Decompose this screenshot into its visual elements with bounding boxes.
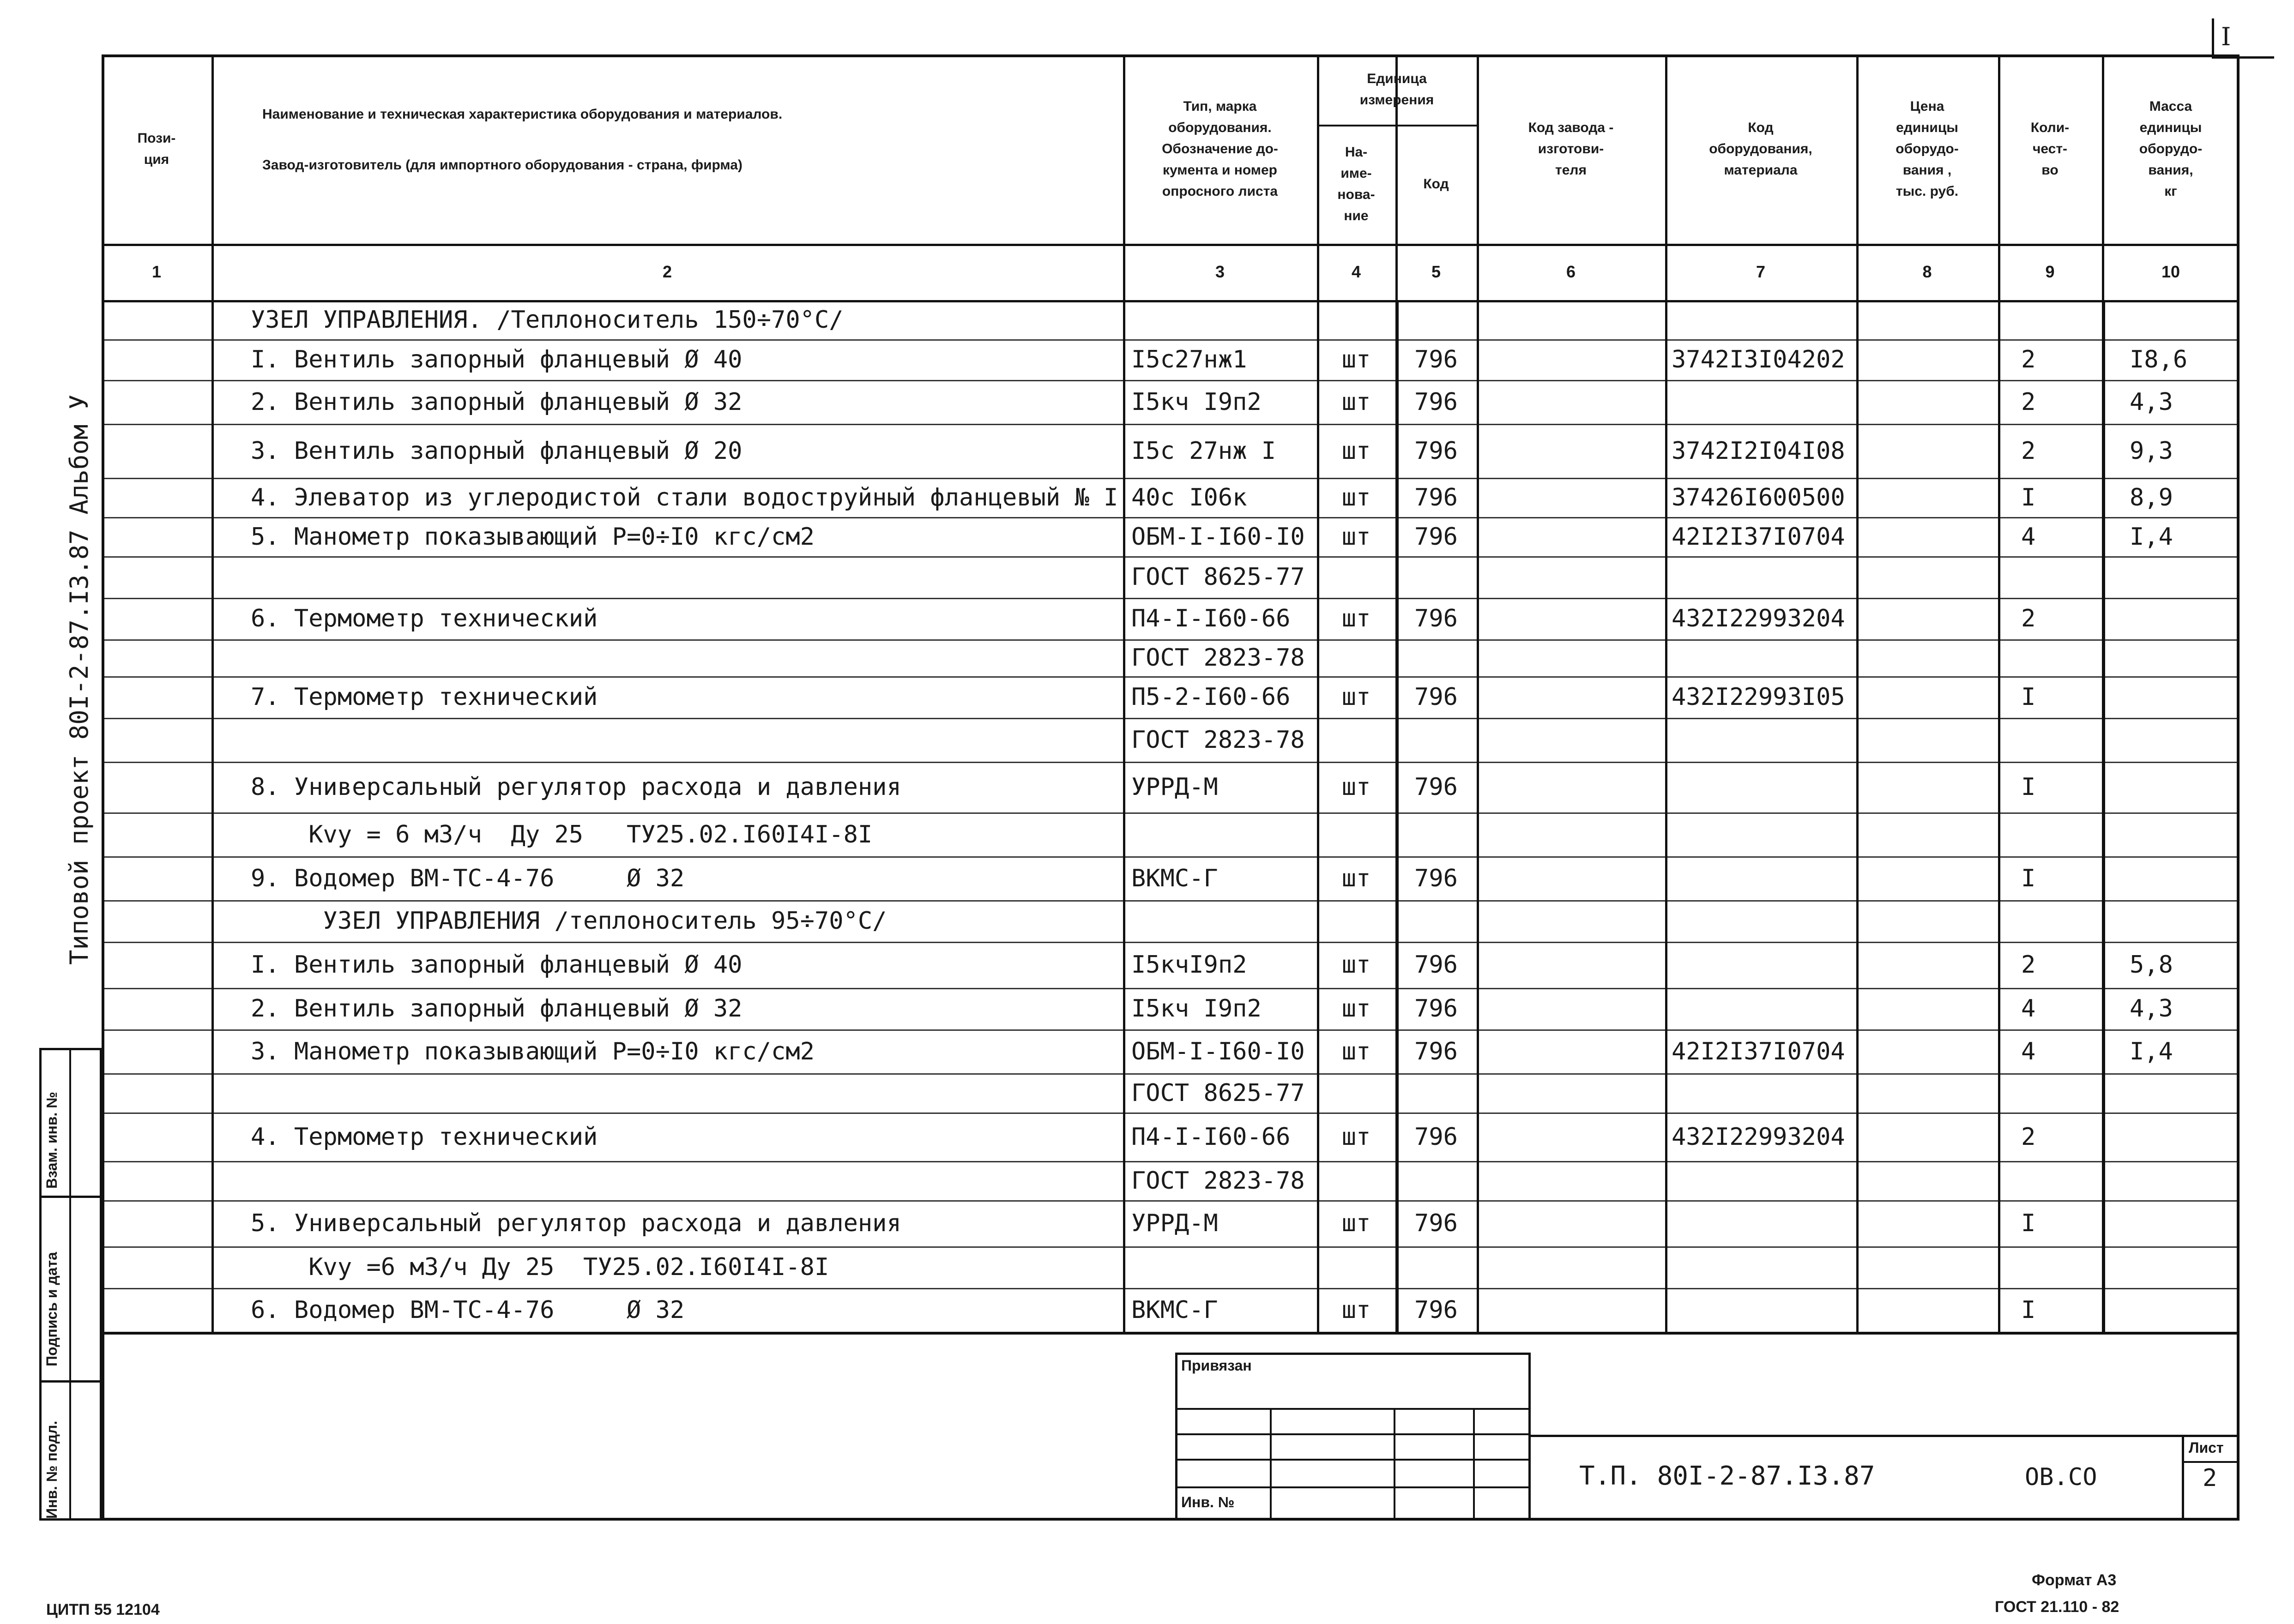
cell-code: 796 [1414,483,1458,511]
cell-type: ВКМС-Г [1131,864,1218,892]
cell-mass: 4,3 [2130,995,2173,1023]
cell-name: 8. Универсальный регулятор расхода и давления [251,773,901,801]
cell-qty: I [2021,1296,2036,1324]
inv-no-label: Инв. № [1181,1494,1235,1510]
cell-eqcode: 432I22993204 [1672,1123,1845,1151]
cell-name: Кvу = 6 м3/ч Ду 25 ТУ25.02.I60I4I-8I [251,820,873,848]
cell-type: ГОСТ 2823-78 [1131,644,1305,672]
cell-unit: шт [1341,523,1371,551]
cell-name: 9. Водомер ВМ-ТС-4-76 Ø 32 [251,864,685,892]
cell-type: ГОСТ 8625-77 [1131,563,1305,591]
cell-eqcode: 432I22993204 [1672,605,1845,632]
cell-code: 796 [1414,864,1458,892]
header-name-b: Завод-изготовитель (для импортного оборудования - страна, фирма) [262,157,743,173]
cell-type: УРРД-М [1131,773,1218,801]
cell-code: 796 [1414,1209,1458,1237]
cell-code: 796 [1414,523,1458,551]
cell-name: 7. Термометр технический [251,683,598,711]
cell-qty: I [2021,683,2036,711]
cell-unit: шт [1341,483,1371,511]
cell-type: I5кч I9п2 [1131,995,1262,1023]
cell-mass: 8,9 [2130,483,2173,511]
header-unit: Единица измерения [1359,71,1434,108]
cell-name: 6. Водомер ВМ-ТС-4-76 Ø 32 [251,1296,685,1324]
cell-type: I5с 27нж I [1131,437,1276,465]
side-caption: Типовой проект 80I-2-87.I3.87 Альбом У [65,394,94,965]
cell-code: 796 [1414,1123,1458,1151]
cell-qty: 2 [2021,605,2036,632]
cell-unit: шт [1341,346,1371,373]
stamp-inv-podl: Инв. № подл. [43,1420,60,1519]
cell-qty: I [2021,773,2036,801]
cell-name: 6. Термометр технический [251,605,598,632]
cell-unit: шт [1341,388,1371,416]
cell-name: 5. Универсальный регулятор расхода и давления [251,1209,901,1237]
cell-type: I5кч I9п2 [1131,388,1262,416]
cell-type: П4-I-I60-66 [1131,1123,1291,1151]
cell-qty: 4 [2021,995,2036,1023]
cell-name: 3. Манометр показывающий Р=0÷I0 кгс/см2 [251,1037,815,1065]
column-number: 7 [1756,262,1766,281]
sheet-label: Лист [2189,1439,2224,1456]
cell-eqcode: 3742I3I04202 [1672,346,1845,373]
cell-type: 40с I06к [1131,483,1247,511]
cell-code: 796 [1414,773,1458,801]
cell-code: 796 [1414,605,1458,632]
column-number: 2 [662,262,672,281]
cell-qty: 4 [2021,523,2036,551]
cell-qty: I [2021,1209,2036,1237]
cell-unit: шт [1341,683,1371,711]
cell-unit: шт [1341,437,1371,465]
cell-type: П5-2-I60-66 [1131,683,1291,711]
cell-name: 2. Вентиль запорный фланцевый Ø 32 [251,995,743,1023]
cell-qty: 2 [2021,388,2036,416]
header-qty: Коли- чест- во [2030,120,2070,178]
cell-unit: шт [1341,951,1371,979]
cell-code: 796 [1414,683,1458,711]
footer-format: Формат А3 [2032,1571,2117,1589]
footer-citp: ЦИТП 55 12104 [46,1601,160,1618]
header-price: Цена единицы оборудо- вания , тыс. руб. [1896,99,1959,199]
cell-code: 796 [1414,951,1458,979]
cell-mass: I,4 [2130,523,2173,551]
cell-unit: шт [1341,995,1371,1023]
cell-unit: шт [1341,773,1371,801]
cell-code: 796 [1414,346,1458,373]
cell-code: 796 [1414,995,1458,1023]
header-eq-code: Код оборудования, материала [1709,120,1812,178]
column-number: 5 [1431,262,1441,281]
cell-mass: I8,6 [2130,346,2188,373]
sheet-number: 2 [2203,1464,2217,1492]
stamp-vzam: Взам. инв. № [43,1092,60,1189]
cell-code: 796 [1414,388,1458,416]
column-number: 3 [1215,262,1225,281]
column-number: 9 [2045,262,2055,281]
cell-qty: 4 [2021,1037,2036,1065]
cell-unit: шт [1341,1296,1371,1324]
cell-name: I. Вентиль запорный фланцевый Ø 40 [251,346,743,373]
cell-type: ОБМ-I-I60-I0 [1131,1037,1305,1065]
cell-qty: I [2021,864,2036,892]
privyazan-label: Привязан [1181,1357,1252,1374]
cell-name: 2. Вентиль запорный фланцевый Ø 32 [251,388,743,416]
cell-code: 796 [1414,1037,1458,1065]
cell-qty: 2 [2021,437,2036,465]
cell-name: I. Вентиль запорный фланцевый Ø 40 [251,951,743,979]
cell-name: УЗЕЛ УПРАВЛЕНИЯ. /Теплоноситель 150÷70°С/ [251,306,844,334]
column-number: 6 [1566,262,1576,281]
cell-type: ГОСТ 2823-78 [1131,1167,1305,1195]
cell-unit: шт [1341,864,1371,892]
column-number: 1 [151,262,162,281]
cell-unit: шт [1341,1209,1371,1237]
cell-type: I5кчI9п2 [1131,951,1247,979]
cell-name: 5. Манометр показывающий Р=0÷I0 кгс/см2 [251,523,815,551]
cell-type: I5с27нж1 [1131,346,1247,373]
column-number: 8 [1922,262,1932,281]
column-number: 10 [2161,262,2180,281]
cell-type: УРРД-М [1131,1209,1218,1237]
cell-qty: 2 [2021,346,2036,373]
cell-name: 4. Элеватор из углеродистой стали водоструйный фланцевый № I [251,483,1118,511]
cell-unit: шт [1341,1037,1371,1065]
cell-type: ВКМС-Г [1131,1296,1218,1324]
cell-eqcode: 432I22993I05 [1672,683,1845,711]
cell-mass: I,4 [2130,1037,2173,1065]
cell-mass: 9,3 [2130,437,2173,465]
cell-eqcode: 37426I600500 [1672,483,1845,511]
cell-name: Кvу =6 м3/ч Ду 25 ТУ25.02.I60I4I-8I [251,1253,829,1281]
header-mfr-code: Код завода - изготови- теля [1528,120,1614,178]
cell-unit: шт [1341,605,1371,632]
cell-code: 796 [1414,1296,1458,1324]
doc-mark: ОВ.СО [2025,1463,2097,1491]
header-position: Пози- ция [137,131,176,167]
cell-type: ОБМ-I-I60-I0 [1131,523,1305,551]
cell-eqcode: 42I2I37I0704 [1672,1037,1845,1065]
stamp-podpis: Подпись и дата [43,1252,60,1366]
cell-code: 796 [1414,437,1458,465]
cell-name: 4. Термометр технический [251,1123,598,1151]
footer-gost: ГОСТ 21.110 - 82 [1995,1598,2119,1616]
header-mass: Масса единицы оборудо- вания, кг [2139,99,2203,199]
cell-qty: I [2021,483,2036,511]
header-unit-name: На- име- нова- ние [1337,144,1375,223]
cell-eqcode: 3742I2I04I08 [1672,437,1845,465]
cell-unit: шт [1341,1123,1371,1151]
cell-type: ГОСТ 8625-77 [1131,1079,1305,1107]
cell-mass: 5,8 [2130,951,2173,979]
cell-name: УЗЕЛ УПРАВЛЕНИЯ /теплоноситель 95÷70°С/ [251,907,887,935]
column-number: 4 [1351,262,1361,281]
cell-name: 3. Вентиль запорный фланцевый Ø 20 [251,437,743,465]
cell-type: П4-I-I60-66 [1131,605,1291,632]
cell-qty: 2 [2021,1123,2036,1151]
doc-number: Т.П. 80I-2-87.I3.87 [1579,1461,1875,1491]
header-type: Тип, марка оборудования. Обозначение до- кумента и номер опросного листа [1162,99,1278,199]
cell-mass: 4,3 [2130,388,2173,416]
cell-qty: 2 [2021,951,2036,979]
corner-mark: I [2221,22,2231,51]
header-unit-code: Код [1423,176,1449,192]
header-name-a: Наименование и техническая характеристика оборудования и материалов. [262,107,783,122]
cell-type: ГОСТ 2823-78 [1131,726,1305,754]
cell-eqcode: 42I2I37I0704 [1672,523,1845,551]
